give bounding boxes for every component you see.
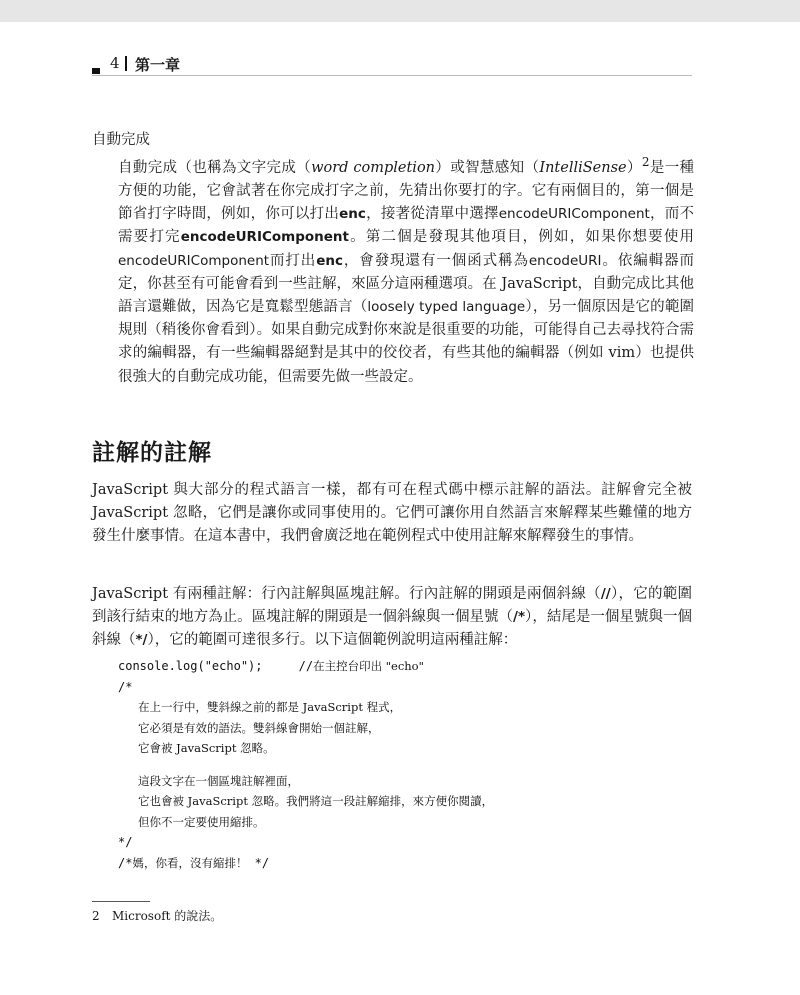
paragraph-comment-types: JavaScript 有兩種註解：行內註解與區塊註解。行內註解的開頭是兩個斜線（//），它的範圍到該行結束的地方為止。區塊註解的開頭是一個斜線與一個星號（/*），結尾是一個星號與一個斜線（*/），它的範圍可達很多行。以下這個範例說明這兩種註解： (92, 586, 693, 649)
footnote-number: 2 (92, 909, 100, 923)
header-marker (92, 68, 100, 74)
code-line: /*媽，你看，沒有縮排！ */ (118, 855, 270, 870)
code-line: */ (118, 835, 133, 849)
term-autocomplete: 自動完成 (92, 132, 150, 148)
page-header (92, 54, 692, 78)
footnote-ref: 2 (641, 155, 650, 169)
paragraph-comments-intro: JavaScript 與大部分的程式語言一樣，都有可在程式碼中標示註解的語法。註解會完全被 JavaScript 忽略，它們是讓你或同事使用的。它們可讓你用自然語言來解釋某些難懂的地方發生什麼事情。在這本書中，我們會廣泛地在範例程式中使用註解來解釋發生的事情。 (92, 482, 692, 545)
header-divider (125, 56, 127, 71)
code-line: 在上一行中，雙斜線之前的都是 JavaScript 程式， (138, 700, 402, 714)
code-example (118, 656, 692, 873)
autocomplete-definition: 自動完成（也稱為文字完成（word completion）或智慧感知（IntelliSense）$^2$是一種方便的功能，它會試著在你完成打字之前，先猜出你要打的字。它有兩個目的，第一個是節省打字時間，例如，你可以打出enc，接著從清單中選擇encodeURIComponent，而不需要打完encodeURIComponent。第二個是發現其他項目，例如，如果你想要使用encodeURIComponent而打出enc，會發現還有一個函式稱為encodeURI。依編輯器而定，你甚至有可能會看到一些註解，來區分這兩種選項。在 JavaScript，自動完成比其他語言還難做，因為它是寬鬆型態語言（loosely typed language），另一個原因是它的範圍規則（稍後你會看到）。如果自動完成對你來說是很重要的功能，可能得自己去尋找符合需求的編輯器，有一些編輯器絕對是其中的佼佼者，有些其他的編輯器（例如 vim）也提供很強大的自動完成功能，但需要先做一些設定。 (118, 155, 695, 385)
code-line: 但你不一定要使用縮排。 (138, 814, 265, 829)
header-rule (92, 75, 692, 76)
code-line: console.log("echo"); //在主控台印出 "echo" (118, 659, 424, 673)
code-line: 它必須是有效的語法。雙斜線會開始一個註解， (138, 720, 380, 735)
footnote-text: Microsoft 的說法。 (112, 909, 223, 923)
code-line: /* (118, 679, 133, 694)
page-number: 4 (110, 54, 120, 72)
code-line: 它也會被 JavaScript 忽略。我們將這一段註解縮排，來方便你閱讀， (138, 794, 494, 808)
footnote (92, 907, 222, 924)
browser-top-bar (0, 0, 800, 22)
footnote-rule (92, 901, 150, 902)
chapter-label: 第一章 (135, 56, 181, 74)
code-line: 它會被 JavaScript 忽略。 (138, 741, 275, 755)
code-line: 這段文字在一個區塊註解裡面， (138, 773, 299, 788)
section-title: 註解的註解 (92, 440, 212, 466)
